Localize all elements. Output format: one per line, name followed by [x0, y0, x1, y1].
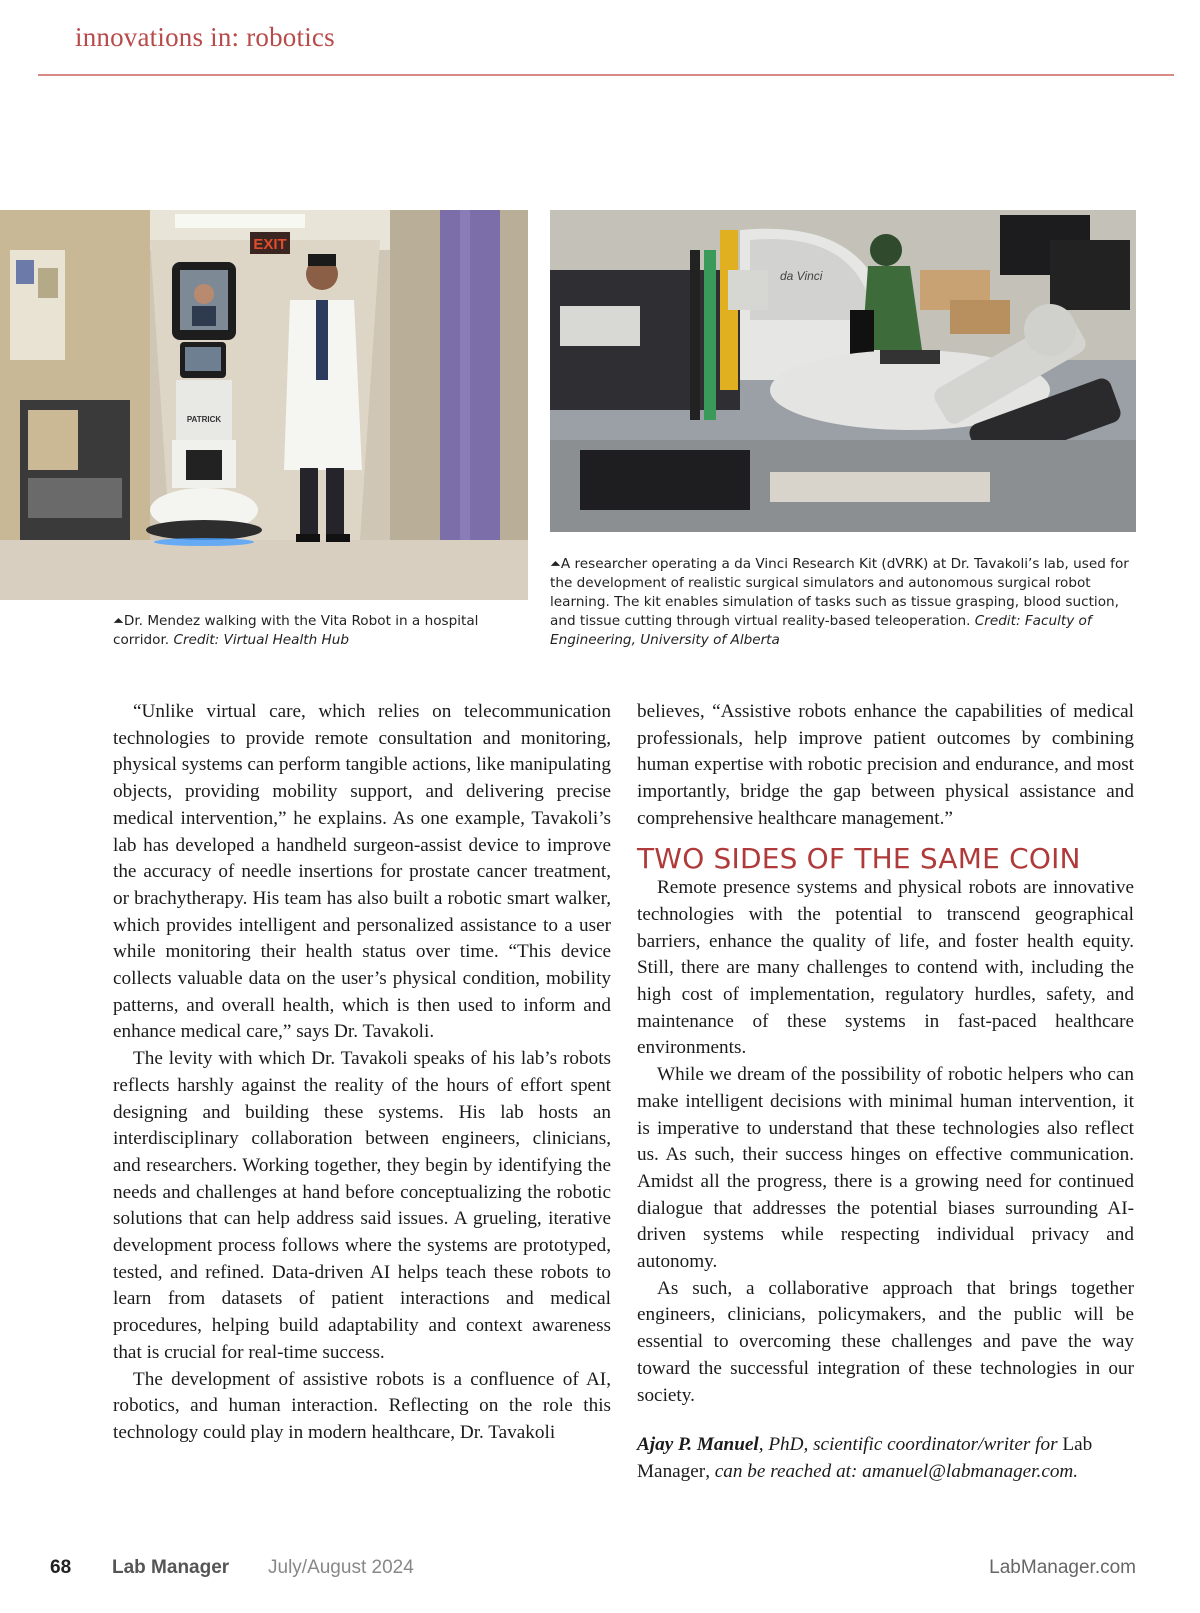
- paragraph: The development of assistive robots is a confluence of AI, robotics, and human interaction. Reflecting on the role this technology could play in modern healthcare, Dr. Tavakoli: [113, 1368, 611, 1443]
- author-contact: , can be reached at: amanuel@labmanager.com.: [705, 1460, 1079, 1482]
- photo2-caption: [550, 555, 1140, 650]
- section-heading: TWO SIDES OF THE SAME COIN: [637, 841, 1081, 875]
- article-left-column: [113, 699, 611, 1447]
- header-rule: [38, 74, 1174, 76]
- paragraph: As such, a collaborative approach that brings together engineers, clinicians, policymakers, and the public will be essential to overcoming these challenges and pave the way toward the successful integration of these technologies in our society.: [637, 1277, 1134, 1406]
- section-header: innovations in: robotics: [75, 22, 335, 52]
- author-role: , PhD, scientific coordinator/writer for: [758, 1434, 1063, 1456]
- website-url: LabManager.com: [989, 1557, 1136, 1578]
- paragraph: “Unlike virtual care, which relies on telecommunication technologies to provide remote consultation and monitoring, physical systems can perform tangible actions, like manipulating objects, providing mobility support, and delivering precise medical intervention,” he explains. As one example, Tavakoli’s lab has developed a handheld surgeon-assist device to improve the accuracy of needle insertions for prostate cancer treatment, or brachytherapy. His team has also built a robotic smart walker, which provides intelligent and personalized assistance to a user while monitoring their health status over time. “This device collects valuable data on the user’s physical condition, mobility patterns, and overall health, which is then used to inform and enhance medical care,” says Dr. Tavakoli.: [113, 701, 611, 1043]
- photo2-credit: Credit: Faculty of Engineering, University of Alberta: [550, 613, 1092, 648]
- article-right-column: [637, 699, 1134, 1486]
- davinci-brand-text: da Vinci: [780, 269, 823, 283]
- magazine-name: Lab Manager: [112, 1557, 230, 1578]
- publication-name: Lab Manager: [637, 1434, 1093, 1482]
- photo1-credit: Credit: Virtual Health Hub: [173, 632, 349, 648]
- exit-sign-text: EXIT: [253, 236, 287, 253]
- paragraph: Remote presence systems and physical robots are innovative technologies with the potential to transcend geographical barriers, enhance the quality of life, and foster health equity. Still, there are many challenges to contend with, including the high cost of implementation, regulatory hurdles, safety, and maintenance of these systems in fast-paced healthcare environments.: [637, 877, 1134, 1059]
- photo1-caption: [113, 612, 533, 650]
- photo-davinci-lab: [550, 210, 1136, 532]
- photo2-caption-text: A researcher operating a da Vinci Research Kit (dVRK) at Dr. Tavakoli’s lab, used for the development of realistic surgical simulators and autonomous surgical robot learning. The kit enables simulation of tasks such as tissue grasping, blood suction, and tissue cutting through virtual reality-based teleoperation.: [550, 556, 1129, 629]
- paragraph: The levity with which Dr. Tavakoli speaks of his lab’s robots reflects harshly against the reality of the hours of effort spent designing and building these systems. His lab hosts an interdisciplinary collaboration between engineers, clinicians, and researchers. Working together, they begin by identifying the needs and challenges at hand before conceptualizing the robotic solutions that can help address said issues. A grueling, iterative development process follows where the systems are prototyped, tested, and refined. Data-driven AI helps teach these robots to learn from datasets of patient interactions and medical procedures, helping build adaptability and context awareness that is crucial for real-time success.: [113, 1048, 611, 1363]
- robot-brand-text: PATRICK: [186, 415, 222, 424]
- photo-robot-corridor: [0, 210, 528, 600]
- author-name: Ajay P. Manuel: [637, 1434, 759, 1456]
- photo1-caption-text: Dr. Mendez walking with the Vita Robot in a hospital corridor.: [113, 613, 479, 648]
- author-byline: [637, 1432, 1134, 1485]
- caption-arrow-icon: ⏶: [550, 556, 561, 572]
- issue-date: July/August 2024: [268, 1557, 414, 1578]
- caption-arrow-icon: ⏶: [113, 613, 124, 629]
- page-number: 68: [50, 1557, 72, 1578]
- paragraph-continuation: believes, “Assistive robots enhance the capabilities of medical professionals, help improve patient outcomes by combining human expertise with robotic precision and endurance, and most importantly, bridge the gap between physical assistance and comprehensive healthcare management.”: [637, 701, 1134, 829]
- paragraph: While we dream of the possibility of robotic helpers who can make intelligent decisions with minimal human intervention, it is imperative to understand that these technologies also reflect us. As such, their success hinges on effective communication. Amidst all the progress, there is a growing need for continued dialogue that addresses the potential biases surrounding AI-driven systems while respecting individual privacy and autonomy.: [637, 1064, 1134, 1273]
